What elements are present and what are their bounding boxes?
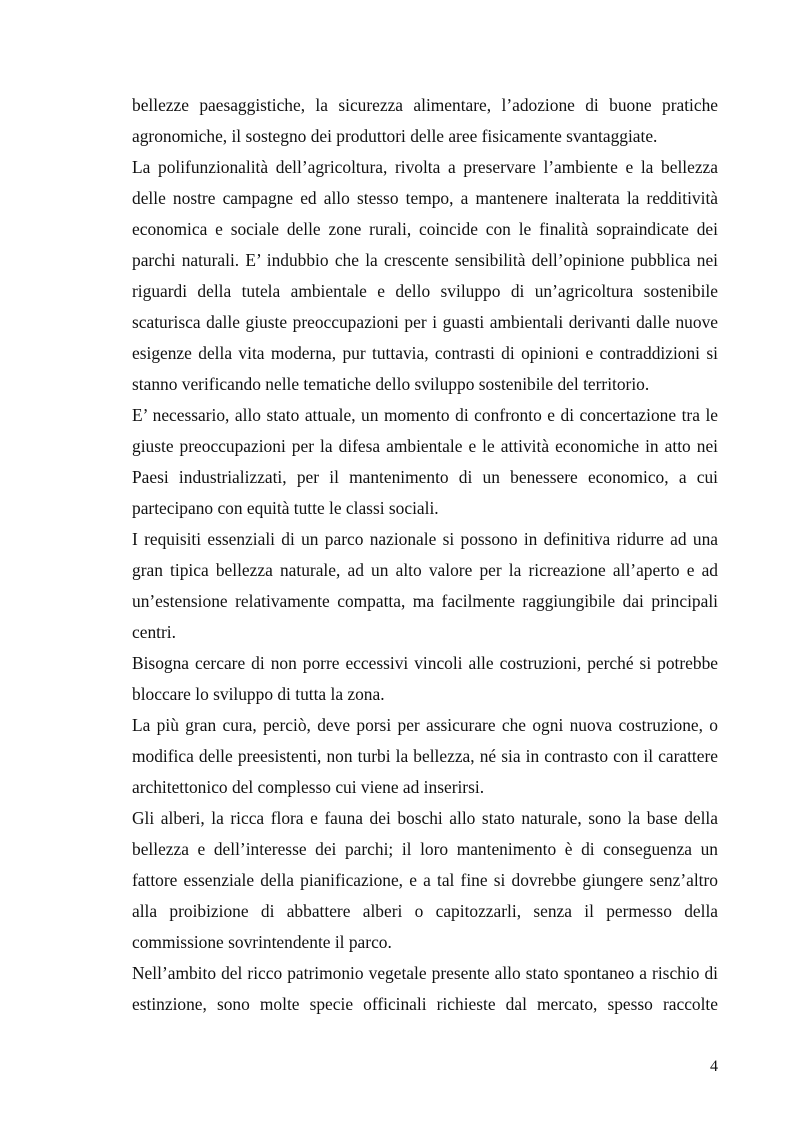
paragraph-4: I requisiti essenziali di un parco nazionale si possono in definitiva ridurre ad una gran tipica bellezza naturale, ad un alto valore per la ricreazione all’aperto e ad un’estensione relativamente compatta, ma facilmente raggiungibile dai principali centri. bbox=[132, 529, 718, 642]
document-body bbox=[132, 90, 718, 1020]
paragraph-5: Bisogna cercare di non porre eccessivi vincoli alle costruzioni, perché si potrebbe bloccare lo sviluppo di tutta la zona. bbox=[132, 653, 718, 704]
paragraph-6: La più gran cura, perciò, deve porsi per assicurare che ogni nuova costruzione, o modifica delle preesistenti, non turbi la bellezza, né sia in contrasto con il carattere architettonico del complesso cui viene ad inserirsi. bbox=[132, 715, 718, 797]
page-number: 4 bbox=[710, 1058, 718, 1075]
paragraph-1: bellezze paesaggistiche, la sicurezza alimentare, l’adozione di buone pratiche agronomiche, il sostegno dei produttori delle aree fisicamente svantaggiate. bbox=[132, 95, 718, 146]
paragraph-2: La polifunzionalità dell’agricoltura, rivolta a preservare l’ambiente e la bellezza delle nostre campagne ed allo stesso tempo, a mantenere inalterata la redditività economica e sociale delle zone rurali, coincide con le finalità sopraindicate dei parchi naturali. E’ indubbio che la crescente sensibilità dell’opinione pubblica nei riguardi della tutela ambientale e dello sviluppo di un’agricoltura sostenibile scaturisca dalle giuste preoccupazioni per i guasti ambientali derivanti dalle nuove esigenze della vita moderna, pur tuttavia, contrasti di opinioni e contraddizioni si stanno verificando nelle tematiche dello sviluppo sostenibile del territorio. bbox=[132, 157, 718, 394]
paragraph-7: Gli alberi, la ricca flora e fauna dei boschi allo stato naturale, sono la base della bellezza e dell’interesse dei parchi; il loro mantenimento è di conseguenza un fattore essenziale della pianificazione, e a tal fine si dovrebbe giungere senz’altro alla proibizione di abbattere alberi o capitozzarli, senza il permesso della commissione sovrintendente il parco. bbox=[132, 808, 718, 952]
paragraph-3: E’ necessario, allo stato attuale, un momento di confronto e di concertazione tra le giuste preoccupazioni per la difesa ambientale e le attività economiche in atto nei Paesi industrializzati, per il mantenimento di un benessere economico, a cui partecipano con equità tutte le classi sociali. bbox=[132, 405, 718, 518]
paragraph-8: Nell’ambito del ricco patrimonio vegetale presente allo stato spontaneo a rischio di estinzione, sono molte specie officinali richieste dal mercato, spesso raccolte bbox=[132, 963, 718, 1014]
